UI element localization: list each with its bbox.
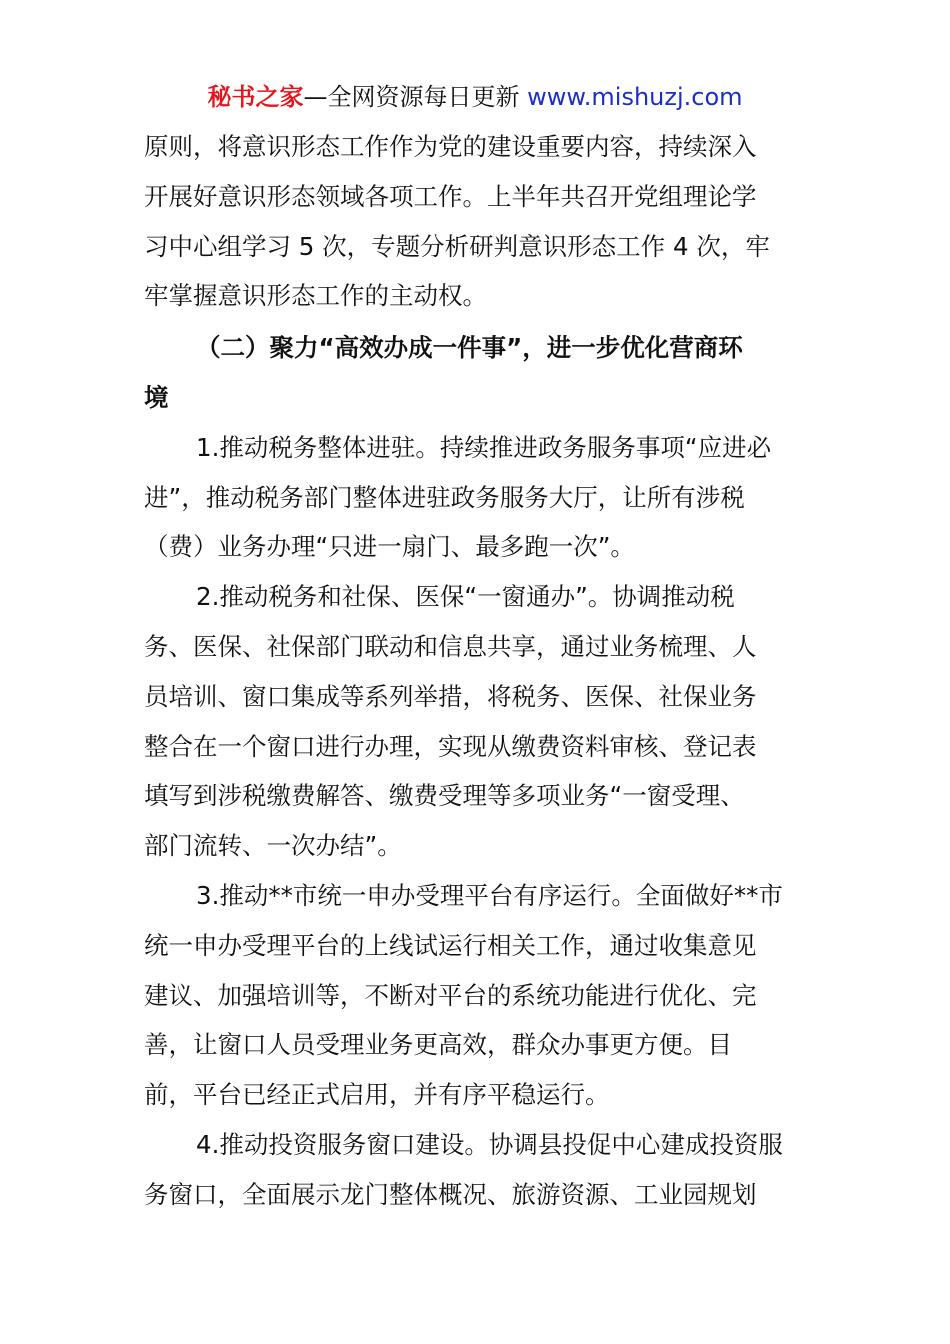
body-line: 员培训、窗口集成等系列举措，将税务、医保、社保业务 <box>144 681 757 711</box>
body-line: 务窗口，全面展示龙门整体概况、旅游资源、工业园规划 <box>144 1179 757 1209</box>
body-line: 原则，将意识形态工作作为党的建设重要内容，持续深入 <box>144 132 757 161</box>
brand-name: 秘书之家 <box>207 83 304 111</box>
section-heading: （二）聚力“高效办成一件事”，进一步优化营商环 <box>196 333 743 363</box>
paragraph-start: 3.推动**市统一申办受理平台有序运行。全面做好**市 <box>196 880 783 910</box>
document-body <box>144 122 810 1220</box>
paragraph-start: 4.推动投资服务窗口建设。协调县投促中心建成投资服 <box>196 1129 783 1159</box>
body-line: 进”，推动税务部门整体进驻政务服务大厅，让所有涉税 <box>144 482 745 512</box>
body-line: 整合在一个窗口进行办理，实现从缴费资料审核、登记表 <box>144 731 757 761</box>
body-line: 建议、加强培训等，不断对平台的系统功能进行优化、完 <box>144 980 757 1010</box>
body-line: 部门流转、一次办结”。 <box>144 831 402 861</box>
paragraph-start: 1.推动税务整体进驻。持续推进政务服务事项“应进必 <box>196 432 772 462</box>
body-line: 填写到涉税缴费解答、缴费受理等多项业务“一窗受理、 <box>144 781 745 811</box>
paragraph-start: 2.推动税务和社保、医保“一窗通办”。协调推动税 <box>196 582 735 612</box>
body-line: 牢掌握意识形态工作的主动权。 <box>144 281 487 311</box>
watermark-header <box>0 80 950 114</box>
body-line: 统一申办受理平台的上线试运行相关工作，通过收集意见 <box>144 930 757 960</box>
body-line: 善，让窗口人员受理业务更高效，群众办事更方便。目 <box>144 1030 732 1060</box>
body-line: 务、医保、社保部门联动和信息共享，通过业务梳理、人 <box>144 631 757 661</box>
body-line: （费）业务办理“只进一扇门、最多跑一次”。 <box>144 532 635 562</box>
header-url: www.mishuzj.com <box>527 83 743 111</box>
body-line: 习中心组学习 5 次，专题分析研判意识形态工作 4 次，牢 <box>144 231 770 261</box>
header-tagline: —全网资源每日更新 <box>303 83 520 111</box>
body-line: 开展好意识形态领域各项工作。上半年共召开党组理论学 <box>144 181 757 211</box>
section-heading-cont: 境 <box>144 382 169 412</box>
body-line: 前，平台已经正式启用，并有序平稳运行。 <box>144 1080 610 1110</box>
